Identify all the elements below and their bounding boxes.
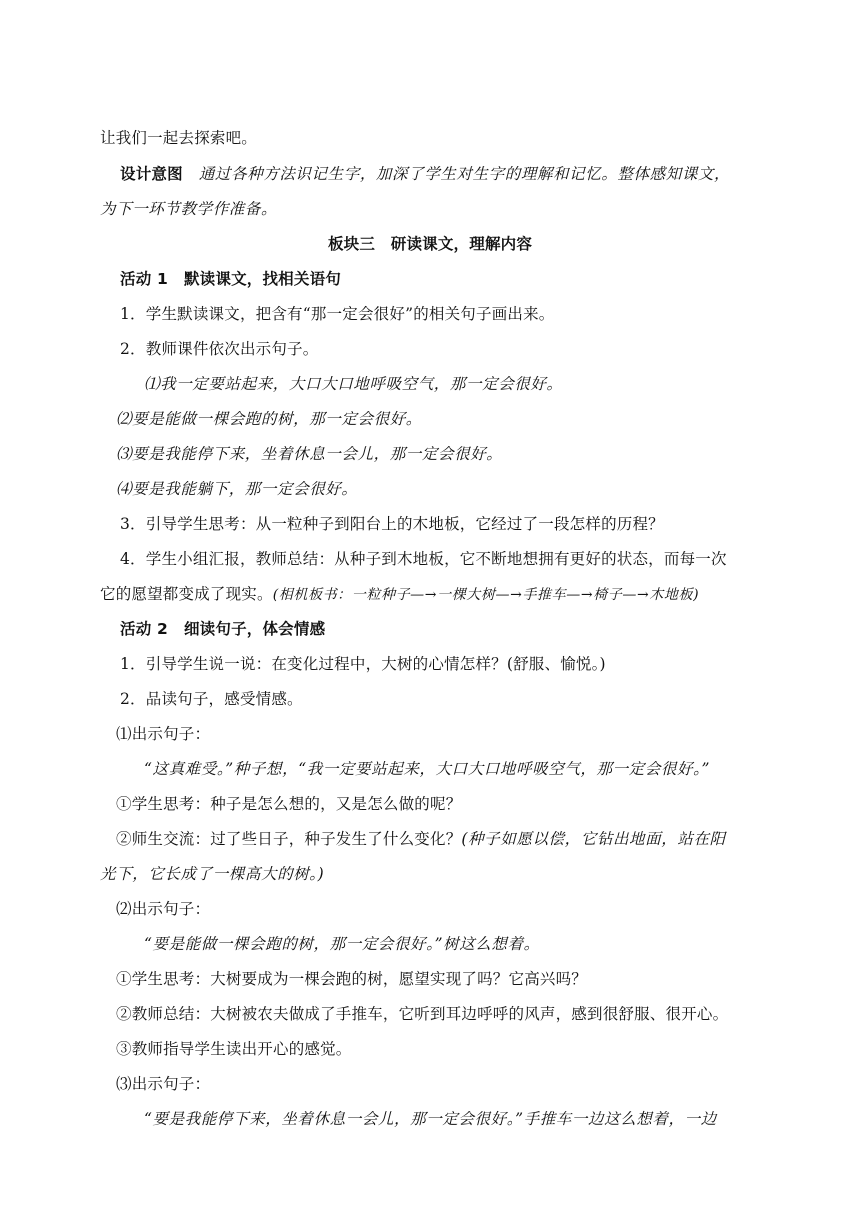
step-4: 4．学生小组汇报，教师总结：从种子到木地板，它不断地想拥有更好的状态，而每一次 <box>120 550 727 568</box>
item-1a: ①学生思考：种子是怎么想的，又是怎么做的呢？ <box>116 795 462 813</box>
intro-line: 让我们一起去探索吧。 <box>100 129 258 147</box>
quote-3: “要是我能停下来，坐着休息一会儿，那一定会很好。”手推车一边这么想着，一边 <box>144 1110 717 1128</box>
design-intent-line-2: 为下一环节教学作准备。 <box>100 200 278 218</box>
sentence-1: ⑴我一定要站起来，大口大口地呼吸空气，那一定会很好。 <box>144 375 563 393</box>
show-sentence-3: ⑶出示句子： <box>116 1075 211 1093</box>
design-intent-line: 设计意图 通过各种方法识记生字，加深了学生对生字的理解和记忆。整体感知课文， <box>120 165 731 183</box>
item-1b-cont: 光下，它长成了一棵高大的树。) <box>100 865 325 883</box>
activity-1-heading: 活动 1 默读课文，找相关语句 <box>120 270 341 288</box>
step-2: 2．教师课件依次出示句子。 <box>120 340 319 358</box>
quote-1: “这真难受。”种子想，“我一定要站起来，大口大口地呼吸空气，那一定会很好。” <box>144 760 710 778</box>
item-2a: ①学生思考：大树要成为一棵会跑的树，愿望实现了吗？它高兴吗？ <box>116 970 588 988</box>
sentence-2: ⑵要是能做一棵会跑的树，那一定会很好。 <box>116 410 422 428</box>
step-1: 1．学生默读课文，把含有“那一定会很好”的相关句子画出来。 <box>120 305 555 323</box>
item-1b: ②师生交流：过了些日子，种子发生了什么变化？(种子如愿以偿，它钻出地面，站在阳 <box>116 830 726 848</box>
section-heading: 板块三 研读课文，理解内容 <box>327 235 533 253</box>
item-2c: ③教师指导学生读出开心的感觉。 <box>116 1040 352 1058</box>
sentence-3: ⑶要是我能停下来，坐着休息一会儿，那一定会很好。 <box>116 445 503 463</box>
activity-2-heading: 活动 2 细读句子，体会情感 <box>120 620 326 638</box>
step-4-cont: 它的愿望都变成了现实。(相机板书：一粒种子—→一棵大树—→手推车—→椅子—→木地板) <box>100 585 700 603</box>
a2-step-1: 1．引导学生说一说：在变化过程中，大树的心情怎样？(舒服、愉悦。) <box>120 655 606 673</box>
a2-step-2: 2．品读句子，感受情感。 <box>120 690 303 708</box>
sentence-4: ⑷要是我能躺下，那一定会很好。 <box>116 480 358 498</box>
show-sentence-2: ⑵出示句子： <box>116 900 211 918</box>
show-sentence-1: ⑴出示句子： <box>116 725 211 743</box>
item-2b: ②教师总结：大树被农夫做成了手推车，它听到耳边呼呼的风声，感到很舒服、很开心。 <box>116 1005 729 1023</box>
quote-2: “要是能做一棵会跑的树，那一定会很好。”树这么想着。 <box>144 935 540 953</box>
step-3: 3．引导学生思考：从一粒种子到阳台上的木地板，它经过了一段怎样的历程？ <box>120 515 664 533</box>
